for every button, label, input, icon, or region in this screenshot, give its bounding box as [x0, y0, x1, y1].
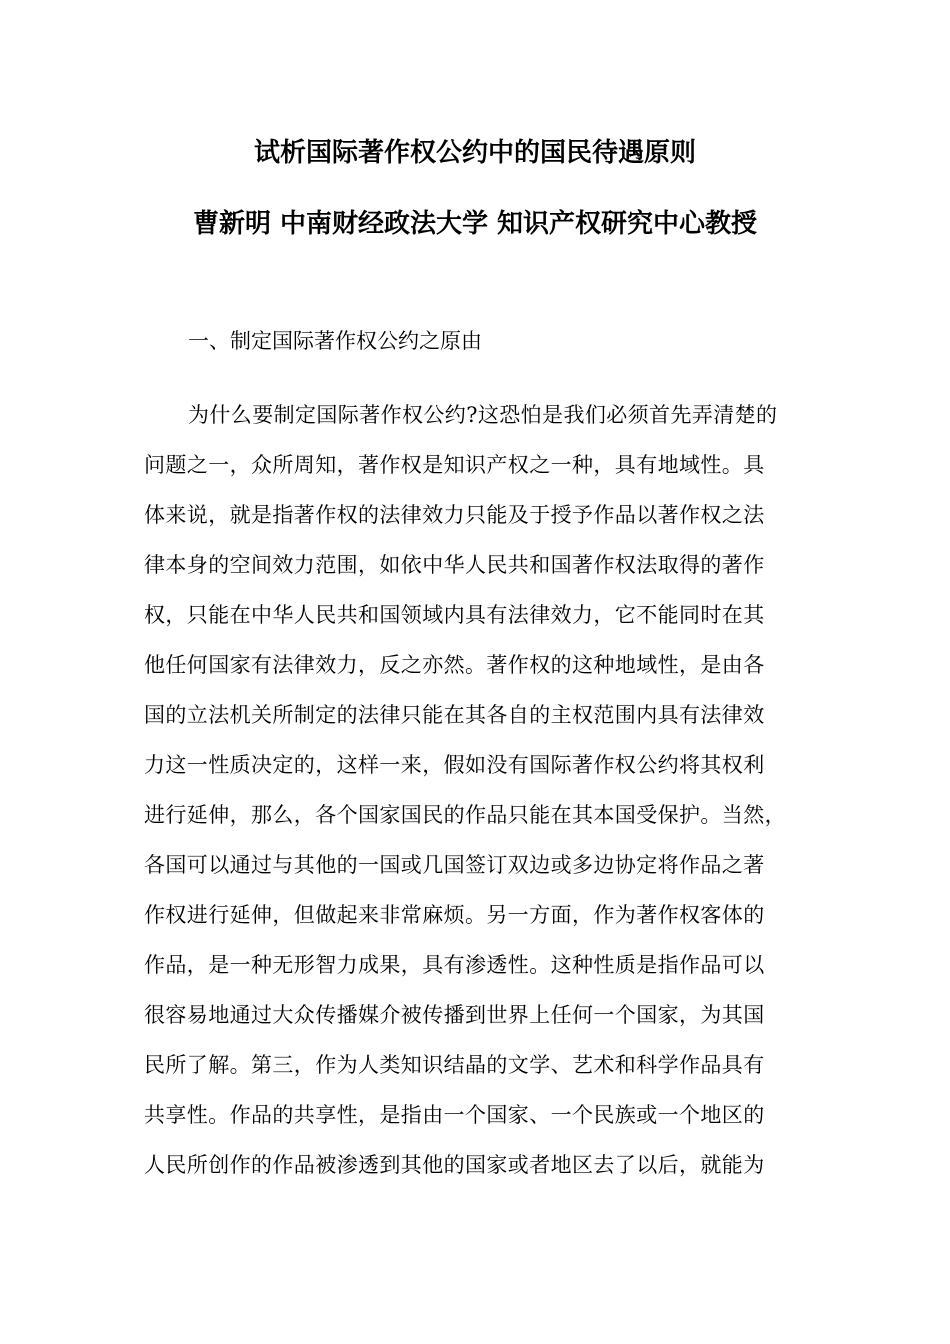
paragraph-line: 体来说，就是指著作权的法律效力只能及于授予作品以著作权之法 [144, 503, 765, 527]
paragraph-line: 进行延伸，那么，各个国家国民的作品只能在其本国受保护。当然， [144, 803, 786, 827]
paragraph-line: 很容易地通过大众传播媒介被传播到世界上任何一个国家，为其国 [144, 1003, 765, 1027]
paragraph-line: 问题之一，众所周知，著作权是知识产权之一种，具有地域性。具 [144, 453, 765, 477]
paragraph-line: 人民所创作的作品被渗透到其他的国家或者地区去了以后，就能为 [144, 1153, 765, 1177]
paragraph-line: 共享性。作品的共享性，是指由一个国家、一个民族或一个地区的 [144, 1103, 765, 1127]
paragraph-line: 国的立法机关所制定的法律只能在其各自的主权范围内具有法律效 [144, 703, 765, 727]
paragraph-line: 权，只能在中华人民共和国领域内具有法律效力，它不能同时在其 [144, 603, 765, 627]
body-paragraph [144, 395, 809, 1195]
paragraph-line: 力这一性质决定的，这样一来，假如没有国际著作权公约将其权利 [144, 753, 765, 777]
paragraph-line: 民所了解。第三，作为人类知识结晶的文学、艺术和科学作品具有 [144, 1053, 765, 1077]
document-title: 试析国际著作权公约中的国民待遇原则 [253, 138, 696, 168]
section-heading: 一、制定国际著作权公约之原由 [188, 329, 482, 353]
author-line: 曹新明 中南财经政法大学 知识产权研究中心教授 [192, 209, 758, 239]
paragraph-line: 作权进行延伸，但做起来非常麻烦。另一方面，作为著作权客体的 [144, 903, 765, 927]
paragraph-line: 各国可以通过与其他的一国或几国签订双边或多边协定将作品之著 [144, 853, 765, 877]
paragraph-line: 作品，是一种无形智力成果，具有渗透性。这种性质是指作品可以 [144, 953, 765, 977]
paragraph-line: 他任何国家有法律效力，反之亦然。著作权的这种地域性，是由各 [144, 653, 765, 677]
paragraph-line: 律本身的空间效力范围，如依中华人民共和国著作权法取得的著作 [144, 553, 765, 577]
paragraph-line: 为什么要制定国际著作权公约?这恐怕是我们必须首先弄清楚的 [188, 403, 778, 427]
